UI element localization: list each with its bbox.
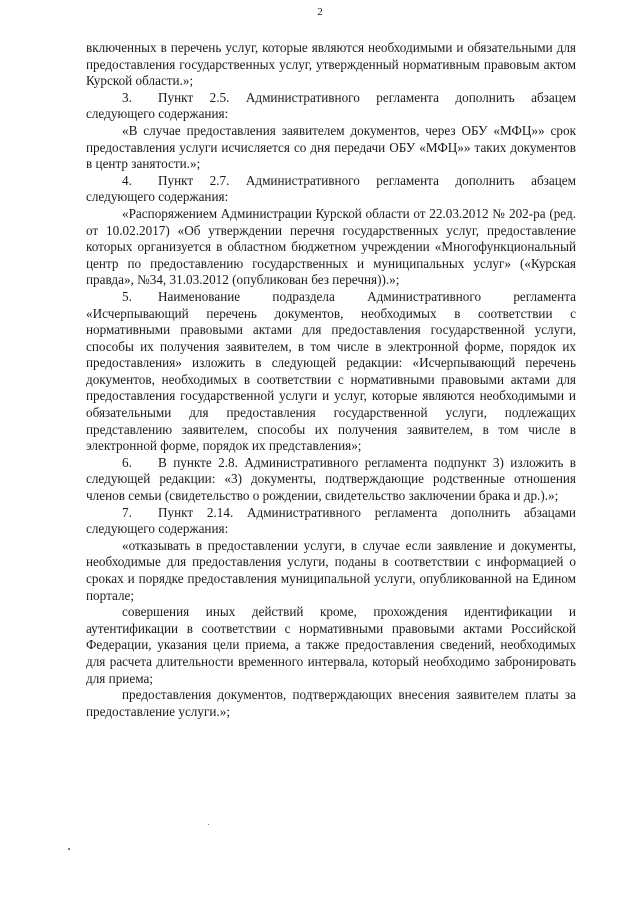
- item-number: 7.: [122, 504, 132, 520]
- scan-speck: [208, 824, 209, 825]
- item-number: 5.: [122, 288, 132, 304]
- paragraph-quote: [86, 604, 576, 687]
- paragraph-text: «В случае предоставления заявителем документов, через ОБУ «МФЦ»» срок предоставления услуги исчисляется со дня передачи ОБУ «МФЦ»» таких документов в центр занятости.»;: [86, 122, 576, 172]
- paragraph-text: «Распоряжением Администрации Курской области от 22.03.2012 № 202-ра (ред. от 10.02.2017) «Об утверждении перечня государственных услуг, предоставление которых организуется в областном бюджетном учреждении «Многофункциональный центр по предоставлению государственных и муниципальных услуг» («Курская правда», №34, 31.03.2012 (опубликован без перечня)).»;: [86, 205, 576, 288]
- paragraph-text: предоставления документов, подтверждающих внесения заявителем платы за предоставление услуги.»;: [86, 687, 576, 719]
- paragraph-text: Пункт 2.5. Административного регламента дополнить абзацем следующего содержания:: [86, 89, 576, 122]
- numbered-item-4: [86, 173, 576, 206]
- item-number: 3.: [122, 89, 132, 105]
- paragraph-text: включенных в перечень услуг, которые являются необходимыми и обязательными для предоставления государственных услуг, утвержденный нормативным правовым актом Курской области.»;: [86, 40, 576, 89]
- numbered-item-7: [86, 505, 576, 538]
- numbered-item-5: [86, 289, 576, 455]
- item-number: 4.: [122, 172, 132, 188]
- paragraph-text: Пункт 2.7. Административного регламента дополнить абзацем следующего содержания:: [86, 172, 576, 205]
- paragraph-continuation: [86, 40, 576, 90]
- paragraph-text: «отказывать в предоставлении услуги, в случае если заявление и документы, необходимые для предоставления услуги, поданы в соответствии с информацией о сроках и порядке предоставления муниципальной услуги, опубликованной на Едином портале;: [86, 537, 576, 603]
- numbered-item-6: [86, 455, 576, 505]
- paragraph-quote: [86, 687, 576, 720]
- scan-speck: [68, 848, 70, 850]
- page-number: 2: [317, 6, 323, 18]
- paragraph-quote: [86, 206, 576, 289]
- numbered-item-3: [86, 90, 576, 123]
- document-body: [86, 40, 576, 720]
- paragraph-text: совершения иных действий кроме, прохождения идентификации и аутентификации в соответствии с нормативными правовыми актами Российской Федерации, указания цели приема, а также предоставления сведений, необходимых для расчета длительности временного интервала, который необходимо забронировать для приема;: [86, 604, 576, 686]
- paragraph-quote: [86, 123, 576, 173]
- paragraph-text: В пункте 2.8. Административного регламента подпункт 3) изложить в следующей редакции: «3) документы, подтверждающие родственные отношения членов семьи (свидетельство о рождении, свидетельство заключении брака и др.).»;: [86, 454, 576, 504]
- paragraph-quote: [86, 538, 576, 604]
- item-number: 6.: [122, 454, 132, 470]
- paragraph-text: Наименование подраздела Административного регламента «Исчерпывающий перечень документов, необходимых в соответствии с нормативными правовыми актами для предоставления государственной услуги, способы их получения заявителем, в том числе в электронной форме, порядок их предоставления» изложить в следующей редакции: «Исчерпывающий перечень документов, необходимых в соответствии с нормативными правовыми актами для предоставления государственной услуги и услуг, которые являются необходимыми и обязательными для предоставления государственной услуги, подлежащих представлению заявителем, способы их получения заявителем, в том числе в электронной форме, порядок их представления»;: [86, 288, 576, 454]
- paragraph-text: Пункт 2.14. Административного регламента дополнить абзацами следующего содержания:: [86, 504, 576, 537]
